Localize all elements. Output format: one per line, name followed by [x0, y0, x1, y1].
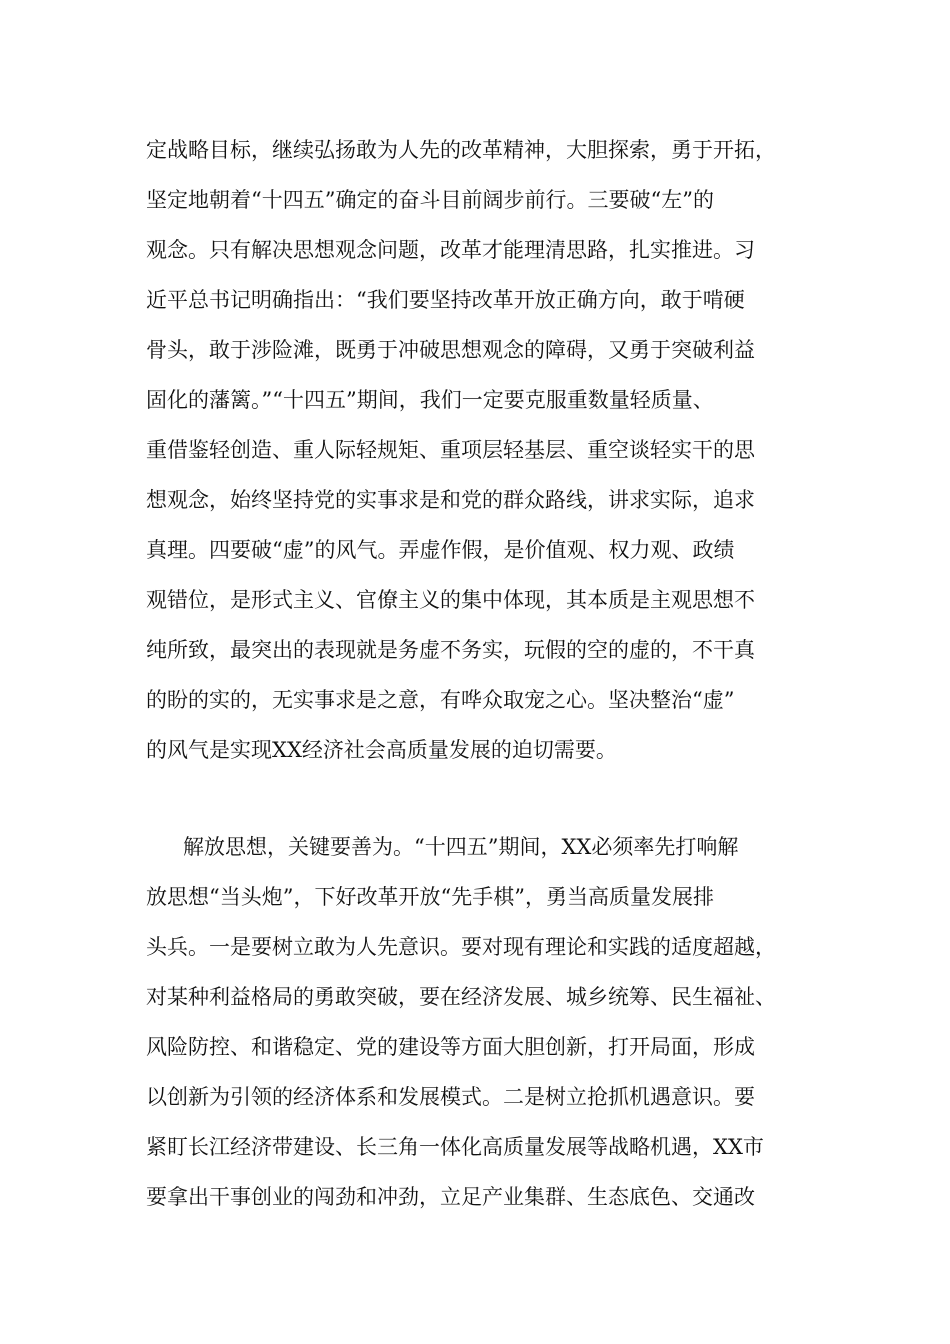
paragraph-line: 的风气是实现XX经济社会高质量发展的迫切需要。 [146, 738, 617, 762]
paragraph-line: 真理。四要破“虚”的风气。弄虚作假，是价值观、权力观、政绩 [146, 538, 735, 562]
paragraph-line: 要拿出干事创业的闯劲和冲劲，立足产业集群、生态底色、交通改 [146, 1185, 755, 1209]
paragraph-line: 骨头，敢于涉险滩，既勇于冲破思想观念的障碍，又勇于突破利益 [146, 338, 755, 362]
paragraph-line: 放思想“当头炮”，下好改革开放“先手棋”，勇当高质量发展排 [146, 885, 714, 909]
paragraph-line: 的盼的实的，无实事求是之意，有哗众取宠之心。坚决整治“虚” [146, 688, 735, 712]
paragraph-line: 对某种利益格局的勇敢突破，要在经济发展、城乡统筹、民生福祉、 [146, 985, 776, 1009]
paragraph-line: 头兵。一是要树立敢为人先意识。要对现有理论和实践的适度超越， [146, 935, 776, 959]
paragraph-2 [146, 822, 846, 1222]
paragraph-line: 解放思想，关键要善为。“十四五”期间，XX必须率先打响解 [183, 835, 739, 859]
paragraph-line: 观念。只有解决思想观念问题，改革才能理清思路，扎实推进。习 [146, 238, 755, 262]
paragraph-line: 以创新为引领的经济体系和发展模式。二是树立抢抓机遇意识。要 [146, 1085, 755, 1109]
paragraph-line: 固化的藩篱。”“十四五”期间，我们一定要克服重数量轻质量、 [146, 388, 714, 412]
paragraph-line: 近平总书记明确指出：“我们要坚持改革开放正确方向，敢于啃硬 [146, 288, 745, 312]
paragraph-line: 纯所致，最突出的表现就是务虚不务实，玩假的空的虚的，不干真 [146, 638, 755, 662]
paragraph-line: 定战略目标，继续弘扬敢为人先的改革精神，大胆探索，勇于开拓， [146, 138, 776, 162]
paragraph-line: 紧盯长江经济带建设、长三角一体化高质量发展等战略机遇，XX市 [146, 1135, 764, 1159]
paragraph-line: 风险防控、和谐稳定、党的建设等方面大胆创新，打开局面，形成 [146, 1035, 755, 1059]
paragraph-line: 想观念，始终坚持党的实事求是和党的群众路线，讲求实际，追求 [146, 488, 755, 512]
paragraph-line: 坚定地朝着“十四五”确定的奋斗目前阔步前行。三要破“左”的 [146, 188, 714, 212]
paragraph-line: 观错位，是形式主义、官僚主义的集中体现，其本质是主观思想不 [146, 588, 755, 612]
paragraph-line: 重借鉴轻创造、重人际轻规矩、重项层轻基层、重空谈轻实干的思 [146, 438, 755, 462]
paragraph-1 [146, 125, 846, 775]
